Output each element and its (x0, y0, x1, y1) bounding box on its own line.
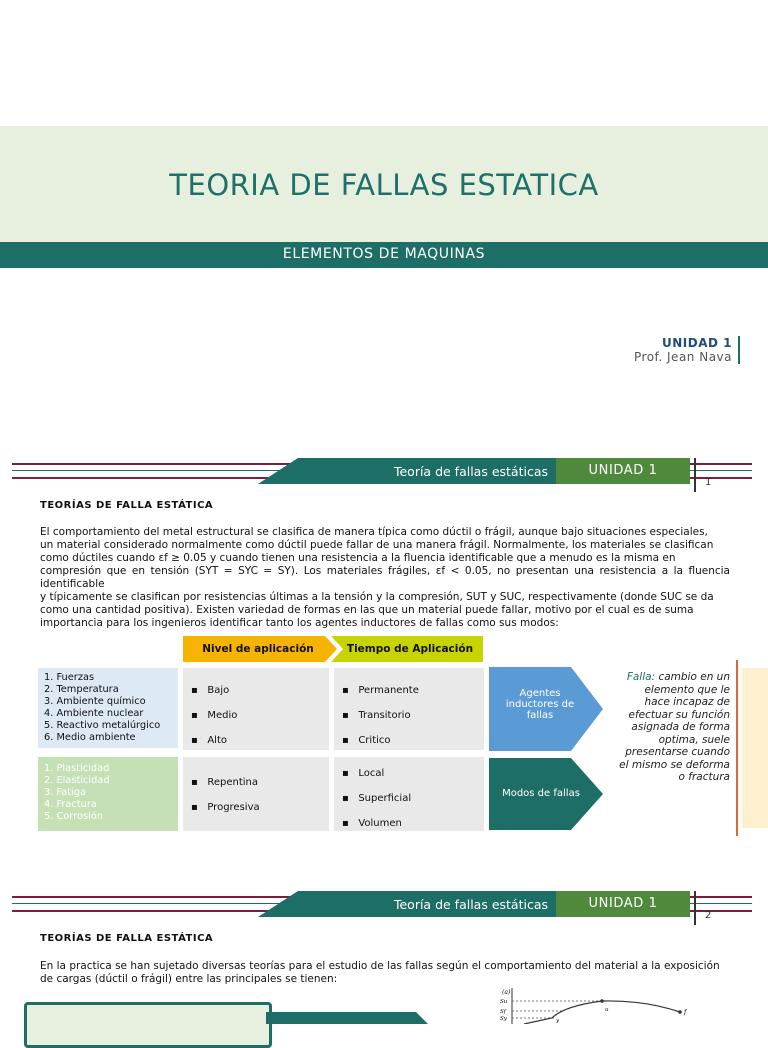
list-item: ▪ Medio (191, 710, 238, 721)
stress-strain-graph (494, 984, 728, 1024)
header-unit-label: UNIDAD 1 (556, 458, 690, 484)
header-divider (694, 458, 696, 492)
list-item: ▪ Bajo (191, 685, 230, 696)
list-item: 5. Reactivo metalúrgico (44, 720, 161, 731)
list-item: ▪ Local (342, 768, 385, 779)
paragraph-line: y típicamente se clasifican por resistencias últimas a la tensión y la compresión, SUT y SUC, respectivamente (donde SUC se da (40, 591, 714, 603)
list-item: 1. Fuerzas (44, 672, 95, 683)
falla-definition (618, 671, 730, 784)
graph-label-sf: Sf (500, 1009, 506, 1015)
graph-label-su: Su (500, 999, 508, 1005)
list-item: 3. Fatiga (44, 787, 86, 798)
graph-point-u: u (605, 1007, 609, 1013)
theory-box (24, 1002, 272, 1048)
falla-text: cambio en un elemento que le hace incapaz de efectuar su función asignada de forma optima, suele presentarse cuando el mismo se deforma o fractura (619, 671, 730, 783)
list-item: ▪ Superficial (342, 793, 412, 804)
falla-accent-line (736, 660, 738, 836)
failure-causes-list (38, 668, 178, 748)
list-item: 5. Corrosión (44, 811, 103, 822)
paragraph-line: de cargas (dúctil o frágil) entre las principales se tienen: (40, 973, 338, 985)
unit-label: UNIDAD 1 (662, 336, 732, 350)
graph-panel-label: (a) (502, 989, 511, 996)
list-item: 2. Temperatura (44, 684, 119, 695)
failure-modes-list (38, 757, 178, 831)
time-cell-1 (334, 668, 484, 750)
list-item: ▪ Repentina (191, 777, 258, 788)
paragraph-line: En la practica se han sujetado diversas teorías para el estudio de las fallas según el comportamiento del material a la exposición (40, 960, 720, 972)
unit-info (634, 336, 740, 364)
page-number: 2 (705, 910, 712, 921)
page-title: TEORIA DE FALLAS ESTATICA (169, 168, 599, 202)
falla-term: Falla: (626, 671, 656, 683)
list-item: ▪ Progresiva (191, 802, 260, 813)
modes-label: Modos de fallas (502, 788, 580, 799)
time-cell-2 (334, 757, 484, 831)
paragraph-line: compresión que en tensión (SYT = SYC = SY). Los materiales frágiles, εf < 0.05, no presentan una resistencia a la fluencia identificable (40, 565, 730, 590)
intro-paragraph (40, 526, 730, 630)
professor-name: Prof. Jean Nava (634, 350, 732, 364)
list-item: 4. Fractura (44, 799, 97, 810)
agents-label: Agentes inductores de fallas (505, 688, 575, 721)
list-item: 1. Plasticidad (44, 763, 110, 774)
graph-point-y: y (556, 1018, 560, 1024)
section-title: TEORÍAS DE FALLA ESTÁTICA (40, 933, 214, 944)
list-item: ▪ Volumen (342, 818, 402, 829)
graph-point-f: f (684, 1009, 687, 1016)
list-item: ▪ Alto (191, 735, 227, 746)
list-item: ▪ Critico (342, 735, 391, 746)
paragraph-line: El comportamiento del metal estructural se clasifica de manera típica como dúctil o frágil, aunque bajo situaciones especiales, (40, 526, 708, 538)
list-item: 4. Ambiente nuclear (44, 708, 144, 719)
list-item: ▪ Permanente (342, 685, 419, 696)
header-unit-label: UNIDAD 1 (556, 891, 690, 917)
column-header-level: Nivel de aplicación (202, 643, 314, 655)
paragraph-line: como dúctiles cuando εf ≥ 0.05 y cuando tienen una resistencia a la fluencia identificable que a menudo es la misma en (40, 552, 676, 564)
column-header-time: Tiempo de Aplicación (346, 643, 474, 655)
list-item: 6. Medio ambiente (44, 732, 136, 743)
list-item: 2. Elasticidad (44, 775, 110, 786)
level-cell-1 (183, 668, 329, 750)
level-cell-2 (183, 757, 329, 831)
section-title: TEORÍAS DE FALLA ESTÁTICA (40, 500, 214, 511)
list-item: 3. Ambiente químico (44, 696, 146, 707)
header-tab-label: Teoría de fallas estáticas (393, 464, 548, 479)
theory-arrow (266, 1004, 436, 1024)
graph-label-sy: Sy (500, 1016, 507, 1022)
paragraph-line: un material considerado normalmente como dúctil puede fallar de una manera frágil. Normalmente, los materiales se clasifican (40, 539, 714, 551)
falla-side-panel (742, 668, 768, 828)
paragraph-line: importancia para los ingenieros identificar tanto los agentes inductores de fallas como sus modos: (40, 617, 559, 629)
course-subtitle: ELEMENTOS DE MAQUINAS (282, 246, 486, 262)
intro-paragraph (40, 960, 730, 986)
list-item: ▪ Transitorio (342, 710, 411, 721)
header-divider (694, 891, 696, 925)
paragraph-line: como una cantidad positiva). Existen variedad de formas en las que un material puede fallar, motivo por el cual es de suma (40, 604, 694, 616)
header-tab-label: Teoría de fallas estáticas (393, 897, 548, 912)
page-number: 1 (705, 477, 712, 488)
